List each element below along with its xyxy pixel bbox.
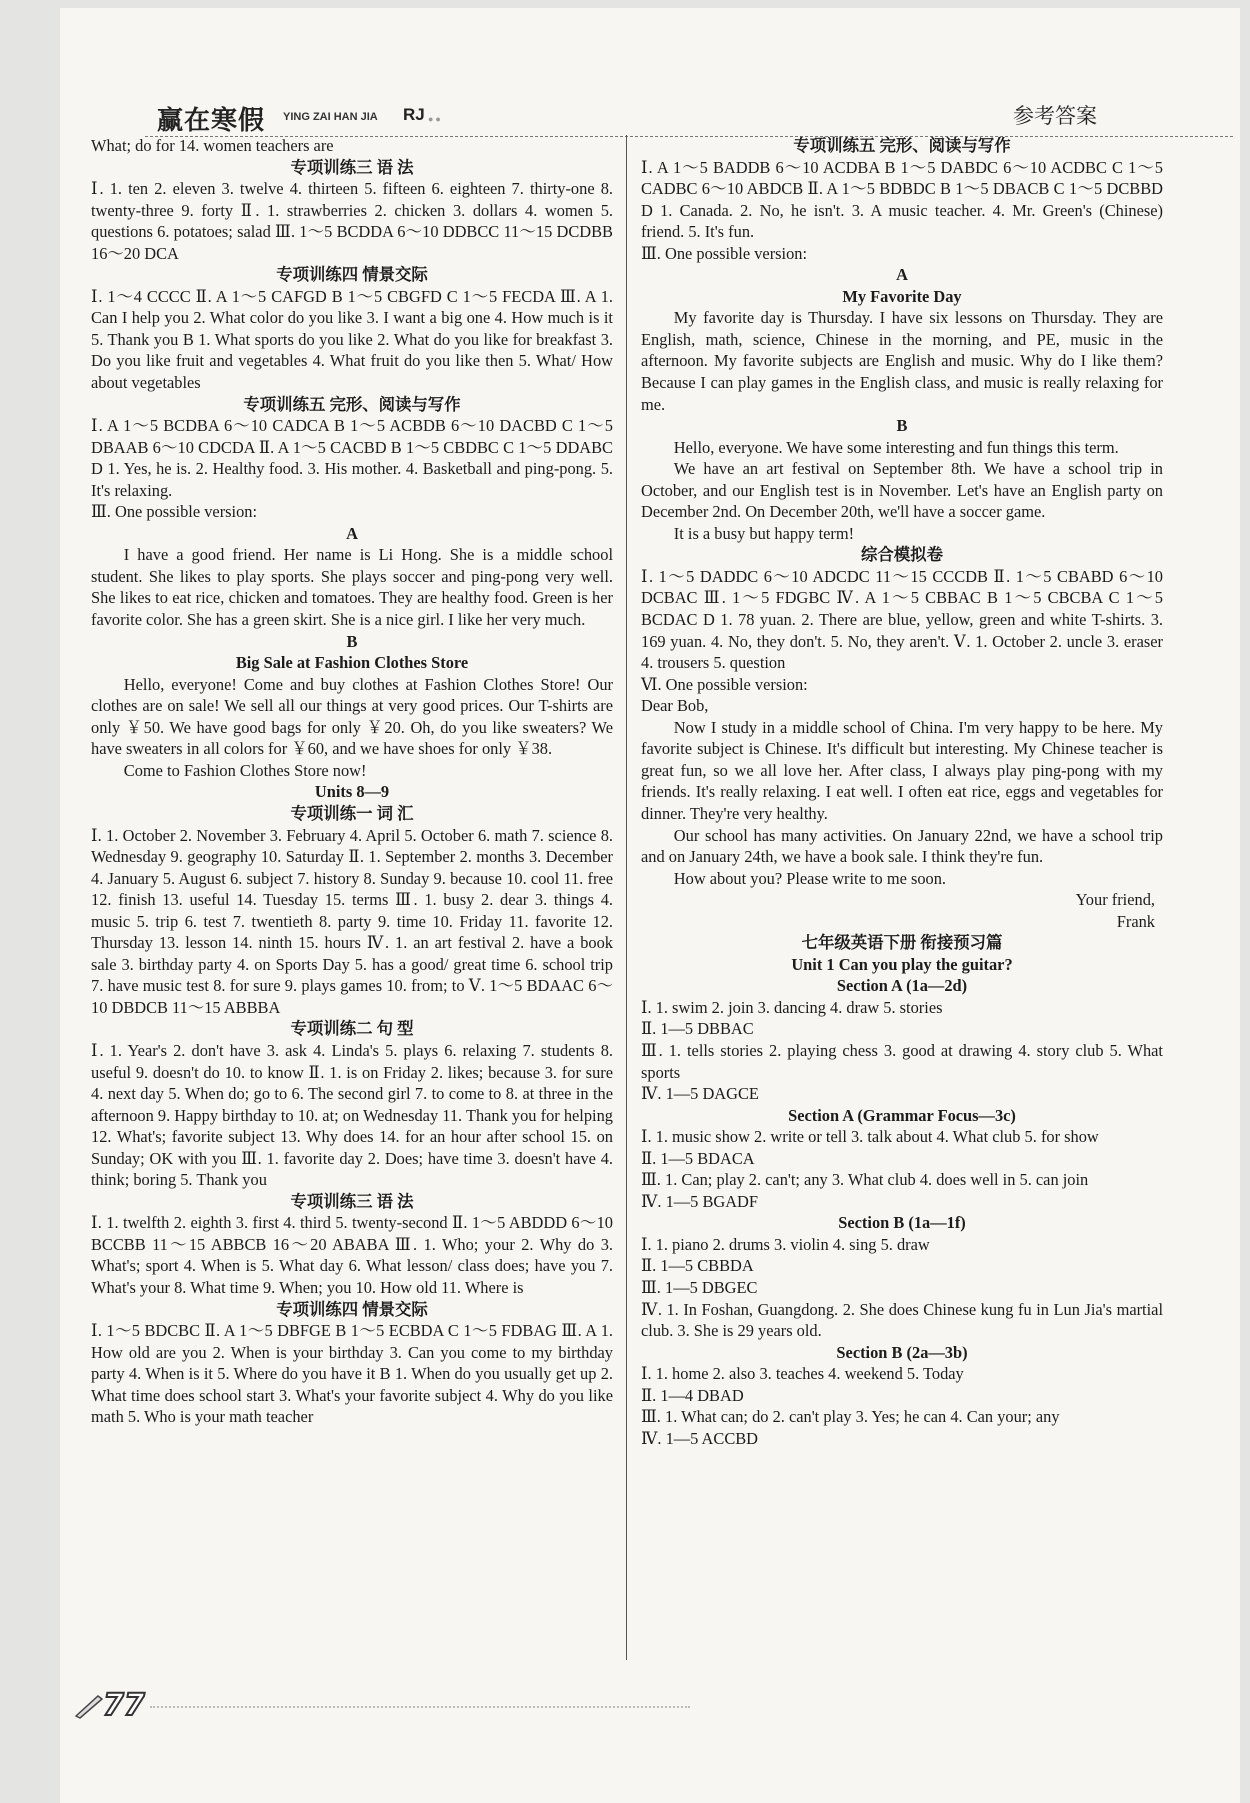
answer-paragraph: Ⅱ. 1—4 DBAD [641,1385,744,1405]
section-heading: 专项训练三 语 法 [290,1191,414,1211]
answer-paragraph: Ⅱ. 1—5 BDACA [641,1148,755,1168]
section-heading: 专项训练三 语 法 [290,157,414,177]
footer-rule [150,1706,690,1708]
letter-signature: Your friend, [1075,890,1155,910]
answer-paragraph: Dear Bob, [641,696,709,716]
essay-paragraph: Hello, everyone. We have some interesting and fun things this term. [673,437,1119,457]
section-heading: 综合模拟卷 [861,545,943,565]
section-heading: 专项训练四 情景交际 [276,265,428,285]
answer-paragraph: Ⅱ. 1—5 CBBDA [641,1256,754,1276]
answer-paragraph: Ⅳ. 1—5 DAGCE [641,1084,759,1104]
section-heading: 七年级英语下册 衔接预习篇 [801,933,1003,953]
section-heading: My Favorite Day [842,286,962,306]
page-number: 77 [103,1688,145,1723]
essay-paragraph: Come to Fashion Clothes Store now! [123,760,367,780]
section-heading: Unit 1 Can you play the guitar? [791,954,1013,974]
answer-paragraph: Ⅲ. 1—5 DBGEC [641,1277,758,1297]
answer-paragraph: Ⅲ. One possible version: [641,243,808,263]
answer-paragraph: Ⅰ. 1. ten 2. eleven 3. twelve 4. thirteen 5. fifteen 6. eighteen 7. thirty-one 8. twenty-three 9. forty Ⅱ. 1. strawberries 2. chicken 3. dollars 4. women 5. questions 6. potatoes; salad Ⅲ. 1～5 BCDDA 6～10 DDBCC 11～15 DCDBB 16～20 DCA [91,179,613,263]
answer-paragraph: Ⅰ. A 1～5 BADDB 6～10 ACDBA B 1～5 DABDC 6～10 ACDBC C 1～5 CADBC 6～10 ABDCB Ⅱ. A 1～5 BDBDC B 1～5 DBACB C 1～5 DCBBD D 1. Canada. 2. No, he isn't. 3. A music teacher. 4. Mr. Green's (Chinese) friend. 5. It's fun. [641,157,1163,242]
answer-paragraph: What; do for 14. women teachers are [91,136,334,155]
section-heading: Units 8—9 [314,782,390,802]
answer-paragraph: Ⅵ. One possible version: [641,674,808,694]
section-title: 参考答案 [1013,104,1097,128]
section-heading: 专项训练五 完形、阅读与写作 [243,394,461,414]
section-heading: B [896,416,908,436]
essay-paragraph: We have an art festival on September 8th. We have a school trip in October, and our English test is in November. Let's have an English party on December 2nd. On December 20th, we'll have a soccer game. [641,459,1163,522]
section-heading: Section B (2a—3b) [836,1342,968,1362]
answer-paragraph: Ⅰ. 1～5 BDCBC Ⅱ. A 1～5 DBFGE B 1～5 ECBDA C 1～5 FDBAG Ⅲ. A 1. How old are you 2. When is your birthday 3. Can you come to my birthday party 4. When is it 5. Where do you have it B 1. When do you usually get up 2. What time does school start 3. What's your favorite subject 4. Why do you like math 5. Who is your math teacher [91,1321,613,1427]
section-heading: 专项训练二 句 型 [290,1019,414,1039]
answer-paragraph: Ⅰ. 1. twelfth 2. eighth 3. first 4. third 5. twenty-second Ⅱ. 1～5 ABDDD 6～10 BCCBB 11～15 ABBCB 16～20 ABABA Ⅲ. 1. Who; your 2. Why do 3. What's; sport 4. When is 5. What day 6. What lesson/ class does; have you 7. What's your 8. What time 9. When; you 10. How old 11. Where is [91,1213,613,1297]
answer-paragraph: Ⅲ. One possible version: [91,502,258,522]
answer-paragraph: Ⅰ. 1～4 CCCC Ⅱ. A 1～5 CAFGD B 1～5 CBGFD C 1～5 FECDA Ⅲ. A 1. Can I help you 2. What color do you like 3. I want a big one 4. How much is it 5. Thank you B 1. What sports do you like 2. What do you like for breakfast 3. Do you like fruit and vegetables 4. What fruit do you like then 5. What/ How about vegetables [91,286,613,393]
section-heading: Big Sale at Fashion Clothes Store [235,653,469,673]
answer-paragraph: Ⅰ. 1. Year's 2. don't have 3. ask 4. Linda's 5. plays 6. relaxing 7. students 8. useful 9. doesn't do 10. to know Ⅱ. 1. is on Friday 2. likes; because 3. for sure 4. next day 5. When do; go to 6. The second girl 7. to come to 8. at three in the afternoon 9. Happy birthday to 10. at; on Wednesday 11. Thank you for helping 12. What's; favorite subject 13. Why does 14. for an hour after school 15. on Sunday; OK with you Ⅲ. 1. favorite day 2. Does; have time 3. doesn't have 4. think; boring 5. Thank you [91,1040,613,1190]
answer-paragraph: Ⅰ. 1. music show 2. write or tell 3. talk about 4. What club 5. for show [641,1127,1099,1147]
essay-paragraph: It is a busy but happy term! [673,523,855,543]
letter-signature: Frank [1116,911,1155,931]
decor-dots-icon: ●● [428,114,443,124]
essay-paragraph: Our school has many activities. On January 22nd, we have a school trip and on January 24th, we have a book sale. I think they're fun. [641,825,1163,867]
section-heading: 专项训练五 完形、阅读与写作 [793,136,1011,155]
section-heading: Section A (1a—2d) [836,976,968,996]
brand-title: 赢在寒假 [157,106,266,136]
essay-paragraph: Now I study in a middle school of China. I'm very happy to be here. My favorite subject is Chinese. It's difficult but interesting. My Chinese teacher is great fun, so we all love her. After class, I always play ping-pong with my friends. It's really relaxing. I eat well. I often eat rice, eggs and vegetables for dinner. They're very healthy. [641,717,1163,823]
edition-badge: RJ [403,105,425,124]
answer-paragraph: Ⅰ. 1. October 2. November 3. February 4. April 5. October 6. math 7. science 8. Wednesday 9. geography 10. Saturday Ⅱ. 1. September 2. months 3. December 4. January 5. August 6. subject 7. history 8. Sunday 9. because 10. cool 11. free 12. finish 13. useful 14. Tuesday 15. terms Ⅲ. 1. busy 2. dear 3. things 4. music 5. trip 6. test 7. twentieth 8. party 9. time 10. Friday 11. favorite 12. Thursday 13. lesson 14. ninth 15. hours Ⅳ. 1. an art festival 2. have a book sale 3. birthday party 4. on Sports Day 5. has a good/ great time 6. school trip 7. have music test 8. for sure 9. plays games 10. from; to Ⅴ. 1～5 BDAAC 6～10 DBDCB 11～15 ABBBA [91,825,613,1017]
essay-paragraph: How about you? Please write to me soon. [673,868,947,888]
answer-paragraph: Ⅳ. 1. In Foshan, Guangdong. 2. She does Chinese kung fu in Lun Jia's martial club. 3. She is 29 years old. [641,1299,1163,1341]
right-column [641,135,1163,1449]
answer-paragraph: Ⅰ. A 1～5 BCDBA 6～10 CADCA B 1～5 ACBDB 6～10 DACBD C 1～5 DBAAB 6～10 CDCDA Ⅱ. A 1～5 CACBD B 1～5 CBDBC C 1～5 DDABC D 1. Yes, he is. 2. Healthy food. 3. His mother. 4. Basketball and ping-pong. 5. It's relaxing. [91,416,613,500]
section-heading: 专项训练四 情景交际 [276,1299,428,1319]
column-divider [626,135,627,1660]
left-column [91,135,613,1428]
answer-paragraph: Ⅰ. 1. piano 2. drums 3. violin 4. sing 5. draw [641,1234,930,1254]
answer-paragraph: Ⅲ. 1. What can; do 2. can't play 3. Yes; he can 4. Can your; any [641,1407,1060,1427]
page-header [145,100,1233,137]
essay-paragraph: I have a good friend. Her name is Li Hong. She is a middle school student. She likes to play sports. She plays soccer and ping-pong very well. She likes to eat rice, chicken and tomatoes. They are healthy food. Green is her favorite color. She has a green skirt. She is a nice girl. I like her very much. [91,545,613,630]
answer-paragraph: Ⅰ. 1. swim 2. join 3. dancing 4. draw 5. stories [641,997,943,1017]
essay-paragraph: Hello, everyone! Come and buy clothes at Fashion Clothes Store! Our clothes are on sale! We sell all our things at very good prices. Our T-shirts are only ￥50. We have good bags for only ￥20. Oh, do you like sweaters? We have sweaters in all colors for ￥60, and we have shoes for only ￥38. [91,674,613,759]
section-heading: A [346,523,358,543]
section-heading: 专项训练一 词 汇 [290,803,414,823]
section-heading: A [896,265,908,285]
answer-paragraph: Ⅲ. 1. tells stories 2. playing chess 3. good at drawing 4. story club 5. What sports [641,1040,1163,1082]
answer-paragraph: Ⅰ. 1. home 2. also 3. teaches 4. weekend 5. Today [641,1364,964,1384]
essay-paragraph: My favorite day is Thursday. I have six lessons on Thursday. They are English, math, science, Chinese in the morning, and PE, music in the afternoon. My favorite subjects are English and music. Why do I like them? Because I can play games in the English class, and music is really relaxing for me. [641,308,1163,414]
answer-paragraph: Ⅰ. 1～5 DADDC 6～10 ADCDC 11～15 CCCDB Ⅱ. 1～5 CBABD 6～10 DCBAC Ⅲ. 1～5 FDGBC Ⅳ. A 1～5 CBBAC B 1～5 CBCBA C 1～5 BCDAC D 1. 78 yuan. 2. There are blue, yellow, green and white T-shirts. 3. 169 yuan. 4. No, they don't. 5. No, they aren't. Ⅴ. 1. October 2. uncle 3. eraser 4. trousers 5. question [641,566,1163,673]
answer-paragraph: Ⅳ. 1—5 ACCBD [641,1428,759,1448]
answer-paragraph: Ⅲ. 1. Can; play 2. can't; any 3. What club 4. does well in 5. can join [641,1170,1089,1190]
brand-pinyin: YING ZAI HAN JIA [283,111,378,123]
answer-paragraph: Ⅳ. 1—5 BGADF [641,1191,759,1211]
answer-paragraph: Ⅱ. 1—5 DBBAC [641,1019,754,1039]
section-heading: Section A (Grammar Focus—3c) [788,1105,1016,1125]
section-heading: Section B (1a—1f) [838,1213,966,1233]
section-heading: B [346,631,358,651]
